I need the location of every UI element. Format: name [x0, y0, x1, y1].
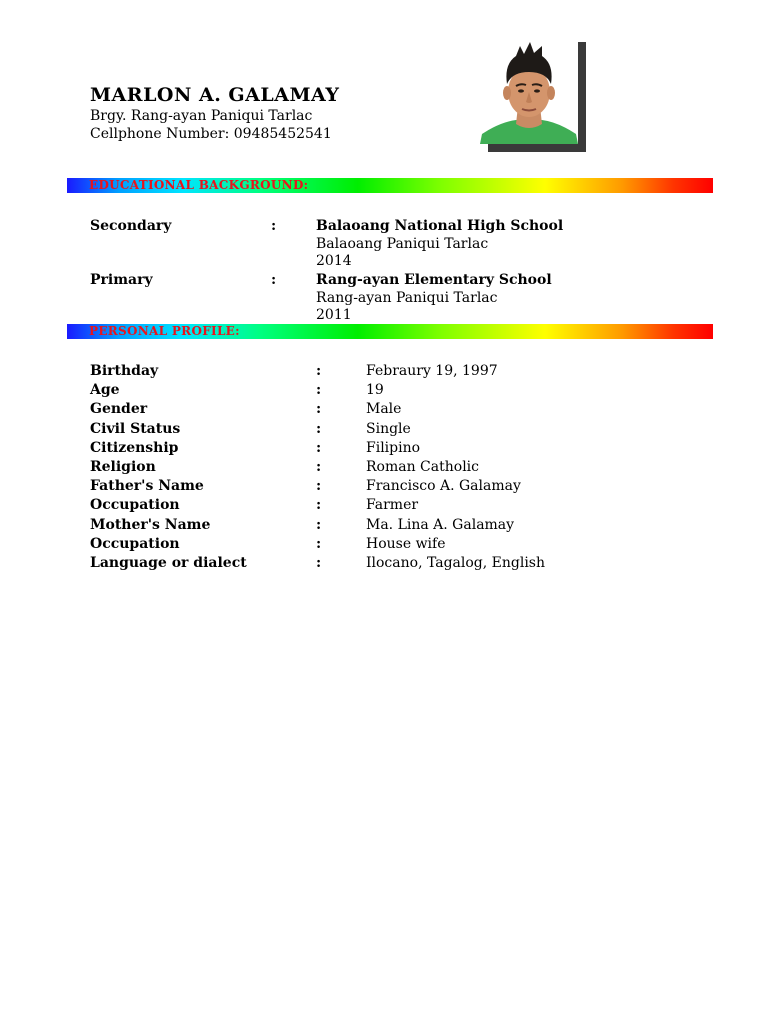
profile-label: Age: [90, 382, 120, 399]
profile-colon: :: [316, 516, 322, 533]
education-detail-primary: [316, 272, 552, 325]
profile-colon: :: [316, 554, 322, 571]
school-name: Rang-ayan Elementary School: [316, 272, 552, 288]
address-line: Brgy. Rang-ayan Paniqui Tarlac: [90, 108, 313, 124]
profile-colon: :: [316, 535, 322, 552]
profile-colon: :: [316, 420, 322, 437]
profile-value: Ma. Lina A. Galamay: [366, 516, 515, 533]
school-year: 2014: [316, 253, 352, 269]
profile-label: Religion: [90, 458, 156, 475]
profile-row-language: [90, 555, 690, 574]
profile-value: Filipino: [366, 439, 421, 456]
school-year: 2011: [316, 307, 352, 323]
profile-value: Roman Catholic: [366, 458, 479, 475]
profile-label: Citizenship: [90, 439, 179, 456]
profile-row-citizenship: [90, 440, 690, 459]
cellphone-line: Cellphone Number: 09485452541: [90, 126, 332, 142]
profile-section-title: PERSONAL PROFILE:: [89, 324, 240, 338]
education-colon: :: [271, 272, 277, 288]
profile-row-fathers-name: [90, 478, 690, 497]
profile-row-father-occupation: [90, 497, 690, 516]
education-level-secondary: Secondary: [90, 218, 172, 234]
profile-label: Gender: [90, 401, 148, 418]
education-section-bar: [67, 178, 713, 193]
applicant-photo: [480, 42, 578, 144]
education-section-title: EDUCATIONAL BACKGROUND:: [89, 178, 309, 192]
profile-label: Mother's Name: [90, 516, 211, 533]
profile-value: Single: [366, 420, 411, 437]
profile-section-bar: [67, 324, 713, 339]
profile-value: Male: [366, 401, 402, 418]
profile-label: Father's Name: [90, 478, 204, 495]
profile-label: Language or dialect: [90, 554, 247, 571]
profile-row-mother-occupation: [90, 536, 690, 555]
school-address: Rang-ayan Paniqui Tarlac: [316, 289, 498, 306]
profile-row-mothers-name: [90, 517, 690, 536]
education-level-primary: Primary: [90, 272, 153, 288]
profile-label: Occupation: [90, 535, 180, 552]
education-colon: :: [271, 218, 277, 234]
profile-colon: :: [316, 382, 322, 399]
profile-row-gender: [90, 401, 690, 420]
profile-colon: :: [316, 401, 322, 418]
profile-value: House wife: [366, 535, 446, 552]
school-name: Balaoang National High School: [316, 218, 564, 234]
profile-row-religion: [90, 459, 690, 478]
profile-label: Occupation: [90, 497, 180, 514]
photo-frame: [480, 42, 586, 152]
school-address: Balaoang Paniqui Tarlac: [316, 235, 489, 252]
profile-value: Francisco A. Galamay: [366, 478, 521, 495]
profile-label: Birthday: [90, 363, 159, 379]
profile-colon: :: [316, 478, 322, 495]
profile-value: Febraury 19, 1997: [366, 363, 498, 379]
profile-colon: :: [316, 458, 322, 475]
profile-value: Ilocano, Tagalog, English: [366, 554, 545, 571]
profile-value: Farmer: [366, 497, 419, 514]
profile-label: Civil Status: [90, 420, 181, 437]
applicant-name: MARLON A. GALAMAY: [90, 84, 340, 106]
profile-list: [90, 363, 690, 574]
profile-row-age: [90, 382, 690, 401]
profile-colon: :: [316, 497, 322, 514]
person-photo-icon: [480, 42, 578, 144]
education-detail-secondary: [316, 218, 563, 271]
profile-colon: :: [316, 363, 322, 379]
profile-colon: :: [316, 439, 322, 456]
profile-row-birthday: [90, 363, 690, 382]
profile-value: 19: [366, 382, 384, 399]
profile-row-civil-status: [90, 421, 690, 440]
